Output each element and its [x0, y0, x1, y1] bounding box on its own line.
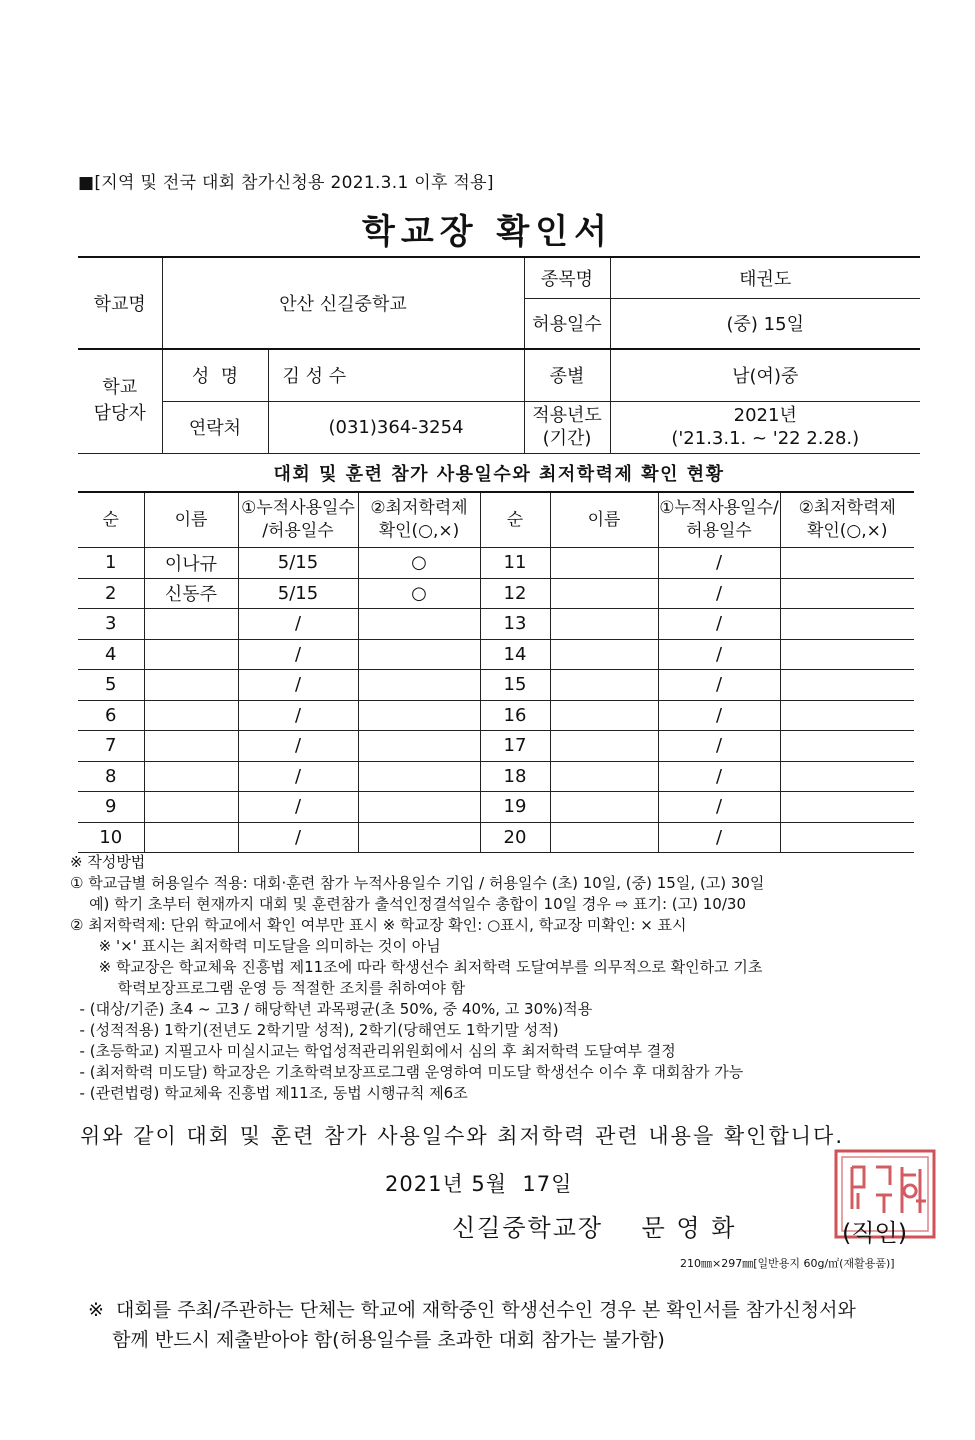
academic-check [358, 700, 480, 731]
academic-check [780, 548, 914, 579]
header-academic: ②최저학력제 확인(○,×) [358, 492, 480, 548]
academic-check [358, 639, 480, 670]
header-note: ■[지역 및 전국 대회 참가신청용 2021.3.1 이후 적용] [78, 173, 494, 193]
participant-name [550, 639, 658, 670]
row-no: 20 [480, 822, 550, 853]
instruction-line: ※ 학교장은 학교체육 진흥법 제11조에 따라 학생선수 최저학력 도달여부를 의무적으로 확인하고 기초 [70, 958, 763, 976]
participant-name [550, 731, 658, 762]
table-row [78, 731, 914, 762]
usage-days: / [238, 822, 358, 853]
usage-days: / [238, 670, 358, 701]
school-name: 안산 신길중학교 [162, 257, 524, 349]
participant-name [550, 792, 658, 823]
row-no: 5 [78, 670, 144, 701]
row-no: 10 [78, 822, 144, 853]
table-row [78, 700, 914, 731]
usage-table [78, 491, 914, 853]
usage-days: / [238, 761, 358, 792]
issue-date: 2021년 5월 17일 [385, 1172, 573, 1196]
info-table [78, 256, 920, 454]
table-row [78, 639, 914, 670]
academic-check: ○ [358, 548, 480, 579]
header-days-right: ①누적사용일수/ 허용일수 [658, 492, 780, 548]
academic-check [780, 578, 914, 609]
academic-check [358, 761, 480, 792]
document-title: 학교장 확인서 [362, 212, 613, 252]
manager-name: 김 성 수 [268, 349, 524, 401]
row-no: 19 [480, 792, 550, 823]
header-days: ①누적사용일수 /허용일수 [238, 492, 358, 548]
usage-days: / [238, 792, 358, 823]
usage-days: / [658, 639, 780, 670]
instruction-line: - (대상/기준) 초4 ~ 고3 / 해당학년 과목평균(초 50%, 중 40%, 고 30%)적용 [70, 1000, 593, 1018]
instruction-line: - (최저학력 미도달) 학교장은 기초학력보장프로그램 운영하여 미도달 학생선수 이수 후 대회참가 가능 [70, 1063, 744, 1081]
participant-name [144, 731, 238, 762]
paper-spec: 210㎜×297㎜[일반용지 60g/㎡(재활용품)] [680, 1257, 895, 1270]
row-no: 2 [78, 578, 144, 609]
participant-name [550, 822, 658, 853]
usage-days: / [238, 731, 358, 762]
usage-days: 5/15 [238, 548, 358, 579]
participant-name [550, 548, 658, 579]
name-label: 성 명 [162, 349, 268, 401]
usage-days: / [238, 700, 358, 731]
participant-name: 이나규 [144, 548, 238, 579]
usage-days: / [238, 609, 358, 640]
participant-name [144, 609, 238, 640]
sport-value: 태권도 [610, 257, 920, 298]
academic-check [780, 700, 914, 731]
row-no: 12 [480, 578, 550, 609]
participant-name: 신동주 [144, 578, 238, 609]
gender-value: 남(여)중 [610, 349, 920, 401]
school-label: 학교명 [78, 257, 162, 349]
participant-name [550, 609, 658, 640]
principal-signature: 신길중학교장 문 영 화 [452, 1214, 737, 1242]
seal-label: (직인) [842, 1219, 908, 1247]
usage-days: / [658, 731, 780, 762]
academic-check [358, 822, 480, 853]
allowed-days-label: 허용일수 [524, 298, 610, 349]
row-no: 6 [78, 700, 144, 731]
header-name: 이름 [144, 492, 238, 548]
academic-check [780, 670, 914, 701]
instruction-line: 예) 학기 초부터 현재까지 대회 및 훈련참가 출석인정결석일수 총합이 10일 경우 ⇨ 표기: (고) 10/30 [70, 895, 746, 913]
row-no: 17 [480, 731, 550, 762]
participant-name [550, 578, 658, 609]
contact-label: 연락처 [162, 401, 268, 453]
academic-check [780, 761, 914, 792]
instruction-line: - (초등학교) 지필고사 미실시교는 학업성적관리위원회에서 심의 후 최저학력 도달여부 결정 [70, 1042, 676, 1060]
footer-note [88, 1295, 856, 1355]
table-row [78, 792, 914, 823]
header-name-right: 이름 [550, 492, 658, 548]
footer-line: ※ 대회를 주최/주관하는 단체는 학교에 재학중인 학생선수인 경우 본 확인서를 참가신청서와 [88, 1299, 856, 1321]
row-no: 3 [78, 609, 144, 640]
instruction-line: - (성적적용) 1학기(전년도 2학기말 성적), 2학기(당해연도 1학기말 성적) [70, 1021, 559, 1039]
row-no: 4 [78, 639, 144, 670]
header-academic-right: ②최저학력제 확인(○,×) [780, 492, 914, 548]
participant-name [144, 670, 238, 701]
instruction-line: 학력보장프로그램 운영 등 적절한 조치를 취하여야 함 [70, 979, 466, 997]
allowed-days-value: (중) 15일 [610, 298, 920, 349]
instruction-line: ※ '×' 표시는 최저학력 미도달을 의미하는 것이 아님 [70, 937, 441, 955]
usage-days: / [658, 609, 780, 640]
row-no: 15 [480, 670, 550, 701]
row-no: 1 [78, 548, 144, 579]
usage-days: / [658, 548, 780, 579]
participant-name [550, 761, 658, 792]
year-value: 2021년 ('21.3.1. ~ '22 2.28.) [610, 401, 920, 453]
table-row [78, 670, 914, 701]
academic-check [780, 609, 914, 640]
row-no: 14 [480, 639, 550, 670]
table-header-row [78, 492, 914, 548]
usage-days: / [658, 578, 780, 609]
academic-check: ○ [358, 578, 480, 609]
participant-name [550, 670, 658, 701]
contact-value: (031)364-3254 [268, 401, 524, 453]
row-no: 11 [480, 548, 550, 579]
sport-label: 종목명 [524, 257, 610, 298]
header-no-right: 순 [480, 492, 550, 548]
table-row [78, 761, 914, 792]
academic-check [780, 639, 914, 670]
year-label: 적용년도 (기간) [524, 401, 610, 453]
header-no: 순 [78, 492, 144, 548]
participant-name [144, 822, 238, 853]
usage-days: / [238, 639, 358, 670]
usage-days: 5/15 [238, 578, 358, 609]
section-title: 대회 및 훈련 참가 사용일수와 최저학력제 확인 현황 [273, 464, 725, 485]
academic-check [358, 670, 480, 701]
participant-name [144, 639, 238, 670]
usage-days: / [658, 670, 780, 701]
confirmation-statement: 위와 같이 대회 및 훈련 참가 사용일수와 최저학력 관련 내용을 확인합니다. [80, 1124, 845, 1148]
academic-check [358, 609, 480, 640]
row-no: 9 [78, 792, 144, 823]
academic-check [358, 731, 480, 762]
academic-check [780, 731, 914, 762]
academic-check [780, 822, 914, 853]
instruction-line: ① 학교급별 허용일수 적용: 대회·훈련 참가 누적사용일수 기입 / 허용일수 (초) 10일, (중) 15일, (고) 30일 [70, 874, 765, 892]
instruction-line: - (관련법령) 학교체육 진흥법 제11조, 동법 시행규칙 제6조 [70, 1084, 468, 1102]
usage-days: / [658, 761, 780, 792]
participant-name [144, 700, 238, 731]
usage-days: / [658, 700, 780, 731]
academic-check [780, 792, 914, 823]
row-no: 8 [78, 761, 144, 792]
academic-check [358, 792, 480, 823]
instruction-line: ※ 작성방법 [70, 853, 146, 871]
table-row [78, 822, 914, 853]
row-no: 7 [78, 731, 144, 762]
instruction-line: ② 최저학력제: 단위 학교에서 확인 여부만 표시 ※ 학교장 확인: ○표시, 학교장 미확인: × 표시 [70, 916, 687, 934]
manager-label: 학교 담당자 [78, 349, 162, 453]
participant-name [144, 761, 238, 792]
gender-label: 종별 [524, 349, 610, 401]
row-no: 16 [480, 700, 550, 731]
usage-days: / [658, 792, 780, 823]
writing-instructions [70, 852, 930, 1104]
participant-name [144, 792, 238, 823]
row-no: 13 [480, 609, 550, 640]
usage-days: / [658, 822, 780, 853]
table-row [78, 548, 914, 579]
participant-name [550, 700, 658, 731]
table-row [78, 609, 914, 640]
row-no: 18 [480, 761, 550, 792]
table-row [78, 578, 914, 609]
footer-line: 함께 반드시 제출받아야 함(허용일수를 초과한 대회 참가는 불가함) [88, 1329, 665, 1351]
